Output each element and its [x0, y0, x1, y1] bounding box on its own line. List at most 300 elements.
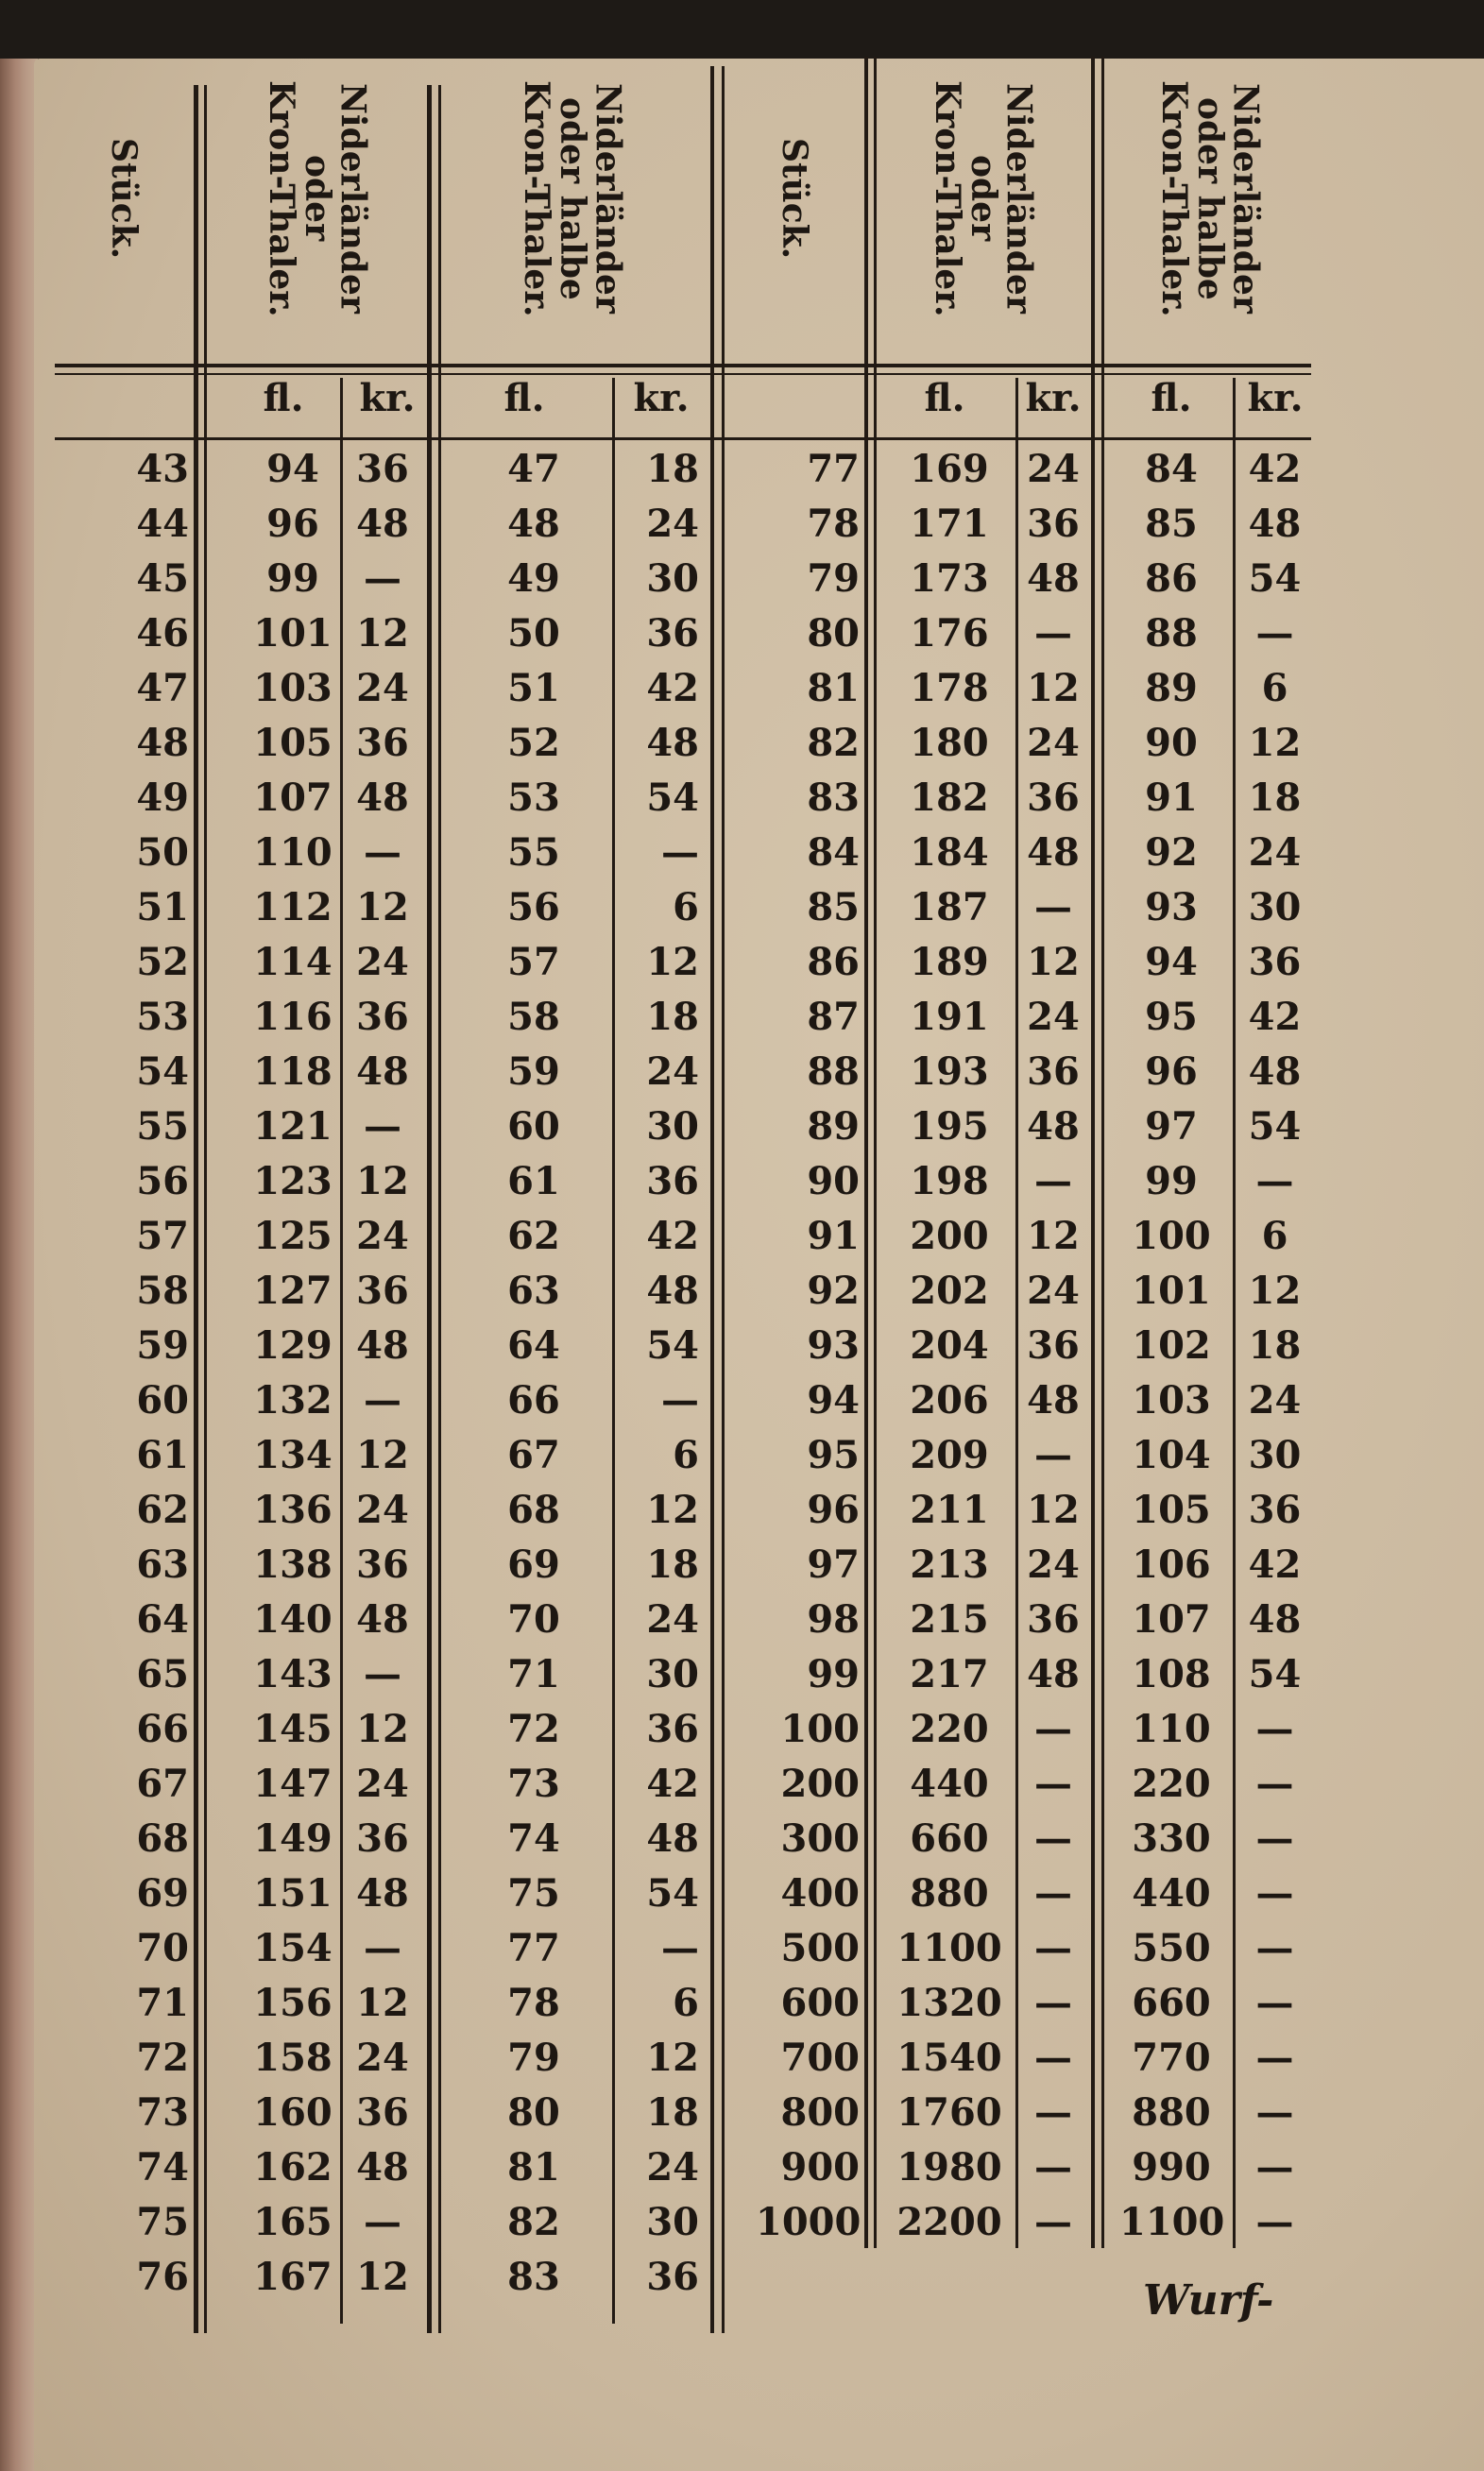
table-cell: 198 — [910, 1159, 989, 1203]
table-cell: 56 — [136, 1159, 189, 1203]
table-cell: 93 — [807, 1323, 860, 1368]
table-cell: 72 — [136, 2036, 189, 2080]
table-cell: 79 — [507, 2036, 560, 2080]
table-cell: 48 — [1248, 502, 1302, 546]
table-cell: 36 — [356, 721, 409, 765]
table-cell: 53 — [136, 995, 189, 1039]
table-cell: 52 — [136, 940, 189, 984]
table-cell: 300 — [780, 1816, 860, 1861]
table-cell: 176 — [910, 611, 989, 656]
table-cell: — — [1255, 2200, 1294, 2244]
table-cell: — — [1255, 1707, 1294, 1751]
table-cell: 99 — [1145, 1159, 1198, 1203]
table-cell: — — [1034, 611, 1072, 656]
table-cell: 70 — [136, 1926, 189, 1970]
table-cell: 700 — [780, 2036, 860, 2080]
table-cell: — — [1255, 1981, 1294, 2025]
table-cell: 103 — [253, 666, 333, 710]
table-cell: 89 — [807, 1104, 860, 1149]
unit-kr: kr. — [359, 376, 416, 420]
table-cell: 195 — [910, 1104, 989, 1149]
table-cell: 60 — [507, 1104, 560, 1149]
header-halbe-kron-thaler-left: Niderländer oder halbe Kron-Thaler. — [517, 79, 628, 317]
table-cell: 500 — [780, 1926, 860, 1970]
left-kron-kr-column — [345, 442, 420, 2305]
table-cell: 74 — [136, 2145, 189, 2190]
table-cell: 65 — [136, 1652, 189, 1696]
table-cell: — — [1034, 2145, 1072, 2190]
table-cell: 85 — [1145, 502, 1198, 546]
table-cell: 200 — [780, 1762, 860, 1806]
table-cell: 97 — [1145, 1104, 1198, 1149]
table-cell: 121 — [253, 1104, 333, 1149]
table-cell: 56 — [507, 885, 560, 929]
table-cell: — — [364, 1652, 401, 1696]
table-cell: 800 — [780, 2090, 860, 2135]
table-cell: 36 — [646, 611, 699, 656]
table-cell: 440 — [1132, 1871, 1211, 1916]
table-cell: — — [1034, 2200, 1072, 2244]
table-cell: — — [1034, 1926, 1072, 1970]
table-cell: 30 — [646, 1652, 699, 1696]
table-cell: 42 — [1248, 1542, 1302, 1587]
table-cell: 48 — [507, 502, 560, 546]
table-cell: 87 — [807, 995, 860, 1039]
table-cell: 69 — [136, 1871, 189, 1916]
table-cell: 36 — [356, 1542, 409, 1587]
table-cell: 12 — [646, 2036, 699, 2080]
table-cell: — — [1255, 1159, 1294, 1203]
table-cell: 96 — [266, 502, 319, 546]
table-cell: 36 — [1027, 1597, 1080, 1642]
table-cell: 660 — [1132, 1981, 1211, 2025]
table-cell: 45 — [136, 556, 189, 601]
catchword: Wurf- — [1143, 2276, 1274, 2325]
table-cell: 147 — [253, 1762, 333, 1806]
table-cell: 91 — [807, 1214, 860, 1258]
table-cell: 42 — [646, 666, 699, 710]
table-cell: 47 — [136, 666, 189, 710]
table-cell: 18 — [1248, 1323, 1302, 1368]
table-cell: 48 — [1027, 1652, 1080, 1696]
table-cell: 990 — [1132, 2145, 1211, 2190]
table-cell: 61 — [507, 1159, 560, 1203]
table-cell: 189 — [910, 940, 989, 984]
table-cell: — — [1034, 1981, 1072, 2025]
table-cell: 50 — [136, 830, 189, 875]
table-cell: 66 — [507, 1378, 560, 1423]
table-cell: — — [1255, 1816, 1294, 1861]
table-cell: 98 — [807, 1597, 860, 1642]
table-cell: 1540 — [896, 2036, 1002, 2080]
table-cell: 64 — [136, 1597, 189, 1642]
left-stueck-column — [132, 442, 189, 2305]
table-cell: 200 — [910, 1214, 989, 1258]
table-cell: 193 — [910, 1049, 989, 1094]
table-cell: 143 — [253, 1652, 333, 1696]
table-cell: 44 — [136, 502, 189, 546]
table-cell: 99 — [807, 1652, 860, 1696]
table-cell: 211 — [910, 1488, 989, 1532]
table-cell: 167 — [253, 2255, 333, 2299]
table-cell: 24 — [1027, 721, 1080, 765]
table-cell: 184 — [910, 830, 989, 875]
table-cell: 1100 — [1119, 2200, 1225, 2244]
table-cell: 12 — [1027, 1214, 1080, 1258]
right-halbe-fl-column — [1119, 442, 1223, 2250]
table-cell: 36 — [1027, 502, 1080, 546]
table-cell: 83 — [507, 2255, 560, 2299]
table-cell: 24 — [356, 666, 409, 710]
table-cell: 112 — [253, 885, 333, 929]
header-stueck-right: Stück. — [774, 137, 814, 260]
table-cell: 63 — [136, 1542, 189, 1587]
table-cell: 145 — [253, 1707, 333, 1751]
table-cell: 94 — [266, 447, 319, 491]
table-cell: 54 — [1248, 1652, 1302, 1696]
table-cell: 104 — [1132, 1433, 1211, 1477]
rule — [722, 66, 725, 2333]
table-cell: 12 — [1248, 1269, 1302, 1313]
table-cell: 24 — [356, 1488, 409, 1532]
table-cell: 50 — [507, 611, 560, 656]
table-cell: 68 — [136, 1816, 189, 1861]
table-cell: 400 — [780, 1871, 860, 1916]
table-cell: 160 — [253, 2090, 333, 2135]
table-cell: 96 — [1145, 1049, 1198, 1094]
table-cell: 125 — [253, 1214, 333, 1258]
table-cell: 36 — [646, 2255, 699, 2299]
table-cell: 36 — [1027, 1323, 1080, 1368]
table-cell: 440 — [910, 1762, 989, 1806]
table-cell: 48 — [646, 1816, 699, 1861]
table-cell: 18 — [646, 995, 699, 1039]
table-cell: — — [1255, 2036, 1294, 2080]
rule — [612, 378, 615, 2324]
table-cell: — — [364, 1926, 401, 1970]
table-cell: 162 — [253, 2145, 333, 2190]
table-cell: 73 — [136, 2090, 189, 2135]
table-cell: — — [1034, 1762, 1072, 1806]
table-cell: 6 — [673, 885, 699, 929]
table-cell: 24 — [646, 502, 699, 546]
table-cell: 54 — [646, 1323, 699, 1368]
unit-kr: kr. — [1247, 376, 1304, 420]
table-cell: 24 — [356, 1214, 409, 1258]
table-cell: — — [364, 1104, 401, 1149]
table-cell: 30 — [1248, 1433, 1302, 1477]
table-cell: 48 — [136, 721, 189, 765]
table-cell: 18 — [646, 1542, 699, 1587]
table-cell: 110 — [253, 830, 333, 875]
table-cell: 101 — [1132, 1269, 1211, 1313]
table-cell: 30 — [646, 556, 699, 601]
table-cell: — — [364, 2200, 401, 2244]
table-cell: 54 — [646, 1871, 699, 1916]
table-cell: 48 — [356, 1597, 409, 1642]
table-cell: 92 — [1145, 830, 1198, 875]
table-cell: 48 — [356, 1323, 409, 1368]
table-cell: 24 — [1027, 1542, 1080, 1587]
table-cell: 36 — [1027, 1049, 1080, 1094]
table-cell: 24 — [646, 2145, 699, 2190]
table-cell: 48 — [356, 775, 409, 820]
table-cell: 171 — [910, 502, 989, 546]
table-cell: 54 — [1248, 556, 1302, 601]
table-cell: 81 — [807, 666, 860, 710]
table-cell: 48 — [646, 721, 699, 765]
table-cell: 215 — [910, 1597, 989, 1642]
rule — [427, 85, 432, 2333]
table-cell: 6 — [1261, 1214, 1288, 1258]
table-cell: — — [1034, 1159, 1072, 1203]
table-cell: 660 — [910, 1816, 989, 1861]
table-cell: 900 — [780, 2145, 860, 2190]
table-cell: 140 — [253, 1597, 333, 1642]
table-cell: 48 — [1027, 1104, 1080, 1149]
table-cell: 76 — [136, 2255, 189, 2299]
table-cell: — — [364, 830, 401, 875]
table-cell: 169 — [910, 447, 989, 491]
table-cell: 600 — [780, 1981, 860, 2025]
table-cell: — — [1255, 611, 1294, 656]
table-cell: 88 — [1145, 611, 1198, 656]
table-cell: 191 — [910, 995, 989, 1039]
table-cell: 74 — [507, 1816, 560, 1861]
table-cell: 18 — [646, 2090, 699, 2135]
table-cell: 217 — [910, 1652, 989, 1696]
table-cell: 49 — [136, 775, 189, 820]
table-cell: 48 — [356, 502, 409, 546]
table-cell: 550 — [1132, 1926, 1211, 1970]
table-cell: 178 — [910, 666, 989, 710]
page-edge — [0, 59, 38, 2471]
table-cell: 770 — [1132, 2036, 1211, 2080]
table-cell: 151 — [253, 1871, 333, 1916]
table-cell: 82 — [807, 721, 860, 765]
table-cell: 49 — [507, 556, 560, 601]
table-cell: — — [661, 830, 699, 875]
table-cell: 12 — [1027, 666, 1080, 710]
table-cell: 54 — [646, 775, 699, 820]
table-cell: 48 — [1248, 1049, 1302, 1094]
table-cell: 63 — [507, 1269, 560, 1313]
table-cell: 12 — [356, 1159, 409, 1203]
table-cell: 42 — [1248, 995, 1302, 1039]
table-cell: 77 — [507, 1926, 560, 1970]
table-cell: 220 — [1132, 1762, 1211, 1806]
table-cell: 6 — [673, 1433, 699, 1477]
table-cell: 57 — [507, 940, 560, 984]
table-cell: 99 — [266, 556, 319, 601]
table-cell: 36 — [356, 2090, 409, 2135]
table-cell: 64 — [507, 1323, 560, 1368]
rule — [864, 57, 868, 2248]
table-cell: 1100 — [896, 1926, 1002, 1970]
table-cell: 24 — [646, 1597, 699, 1642]
table-cell: 62 — [507, 1214, 560, 1258]
table-cell: 24 — [1027, 995, 1080, 1039]
table-cell: 12 — [646, 1488, 699, 1532]
table-cell: 89 — [1145, 666, 1198, 710]
table-cell: 220 — [910, 1707, 989, 1751]
left-halbe-fl-column — [491, 442, 576, 2305]
table-cell: 86 — [1145, 556, 1198, 601]
table-cell: — — [1255, 2090, 1294, 2135]
table-cell: 1000 — [756, 2200, 861, 2244]
table-cell: 107 — [1132, 1597, 1211, 1642]
table-cell: 36 — [646, 1159, 699, 1203]
table-cell: 71 — [507, 1652, 560, 1696]
table-cell: 96 — [807, 1488, 860, 1532]
table-cell: — — [1255, 1926, 1294, 1970]
table-cell: 12 — [1027, 1488, 1080, 1532]
table-cell: 97 — [807, 1542, 860, 1587]
table-cell: 73 — [507, 1762, 560, 1806]
table-cell: 48 — [356, 1049, 409, 1094]
table-cell: 24 — [1027, 447, 1080, 491]
table-cell: 92 — [807, 1269, 860, 1313]
unit-fl: fl. — [503, 376, 545, 420]
table-cell: 95 — [1145, 995, 1198, 1039]
table-cell: 42 — [1248, 447, 1302, 491]
table-cell: 30 — [646, 2200, 699, 2244]
table-cell: 36 — [1027, 775, 1080, 820]
table-cell: 59 — [507, 1049, 560, 1094]
table-cell: 86 — [807, 940, 860, 984]
table-cell: 105 — [1132, 1488, 1211, 1532]
left-kron-fl-column — [246, 442, 340, 2305]
table-cell: 30 — [1248, 885, 1302, 929]
table-cell: 12 — [356, 1433, 409, 1477]
table-cell: 138 — [253, 1542, 333, 1587]
table-cell: — — [1034, 1433, 1072, 1477]
table-cell: 43 — [136, 447, 189, 491]
table-cell: 12 — [356, 1707, 409, 1751]
table-cell: — — [364, 1378, 401, 1423]
table-cell: 24 — [356, 2036, 409, 2080]
table-cell: 187 — [910, 885, 989, 929]
table-cell: 90 — [1145, 721, 1198, 765]
table-cell: 156 — [253, 1981, 333, 2025]
table-cell: 123 — [253, 1159, 333, 1203]
header-kron-thaler-right: Niderländer oder Kron-Thaler. — [928, 79, 1039, 317]
rule — [874, 57, 877, 2248]
table-cell: 12 — [356, 1981, 409, 2025]
rule — [55, 364, 1311, 367]
table-cell: 136 — [253, 1488, 333, 1532]
table-cell: 69 — [507, 1542, 560, 1587]
unit-fl: fl. — [924, 376, 965, 420]
table-cell: 51 — [136, 885, 189, 929]
table-cell: — — [364, 556, 401, 601]
table-cell: 78 — [507, 1981, 560, 2025]
table-cell: 71 — [136, 1981, 189, 2025]
right-kron-kr-column — [1020, 442, 1086, 2250]
table-cell: 53 — [507, 775, 560, 820]
table-cell: 78 — [807, 502, 860, 546]
table-cell: 36 — [1248, 940, 1302, 984]
table-cell: 165 — [253, 2200, 333, 2244]
table-cell: 72 — [507, 1707, 560, 1751]
table-cell: 90 — [807, 1159, 860, 1203]
rule — [55, 373, 1311, 375]
table-cell: 61 — [136, 1433, 189, 1477]
table-cell: 48 — [356, 1871, 409, 1916]
right-halbe-kr-column — [1239, 442, 1310, 2250]
table-cell: 102 — [1132, 1323, 1211, 1368]
rule — [340, 378, 343, 2324]
unit-kr: kr. — [1025, 376, 1082, 420]
table-cell: 1320 — [896, 1981, 1002, 2025]
rule — [1233, 378, 1236, 2248]
table-cell: 57 — [136, 1214, 189, 1258]
table-cell: 12 — [356, 885, 409, 929]
table-cell: 36 — [356, 995, 409, 1039]
table-cell: — — [1034, 2090, 1072, 2135]
table-cell: 180 — [910, 721, 989, 765]
table-cell: 48 — [646, 1269, 699, 1313]
table-cell: 114 — [253, 940, 333, 984]
table-cell: 330 — [1132, 1816, 1211, 1861]
table-cell: — — [1255, 1762, 1294, 1806]
table-cell: 36 — [356, 1816, 409, 1861]
table-cell: 209 — [910, 1433, 989, 1477]
table-cell: 42 — [646, 1214, 699, 1258]
table-cell: 67 — [507, 1433, 560, 1477]
table-cell: 80 — [807, 611, 860, 656]
right-stueck-column — [756, 442, 860, 2250]
table-cell: 58 — [136, 1269, 189, 1313]
table-cell: 182 — [910, 775, 989, 820]
table-cell: 48 — [1248, 1597, 1302, 1642]
table-cell: 2200 — [896, 2200, 1002, 2244]
table-cell: — — [661, 1378, 699, 1423]
table-cell: 51 — [507, 666, 560, 710]
rule — [1015, 378, 1018, 2248]
rule — [55, 437, 1311, 440]
table-cell: 42 — [646, 1762, 699, 1806]
table-cell: 204 — [910, 1323, 989, 1368]
header-stueck-left: Stück. — [103, 137, 144, 260]
table-cell: 66 — [136, 1707, 189, 1751]
table-cell: 24 — [356, 1762, 409, 1806]
table-cell: — — [1034, 1816, 1072, 1861]
table-cell: 79 — [807, 556, 860, 601]
right-kron-fl-column — [893, 442, 1006, 2250]
table-cell: 132 — [253, 1378, 333, 1423]
table-cell: 880 — [1132, 2090, 1211, 2135]
table-cell: 83 — [807, 775, 860, 820]
table-cell: 116 — [253, 995, 333, 1039]
table-cell: 158 — [253, 2036, 333, 2080]
table-cell: 1760 — [896, 2090, 1002, 2135]
table-cell: 173 — [910, 556, 989, 601]
table-cell: 30 — [646, 1104, 699, 1149]
table-cell: 154 — [253, 1926, 333, 1970]
table-cell: 36 — [1248, 1488, 1302, 1532]
table-cell: 110 — [1132, 1707, 1211, 1751]
table-cell: 48 — [1027, 830, 1080, 875]
table-cell: 213 — [910, 1542, 989, 1587]
table-cell: 70 — [507, 1597, 560, 1642]
table-cell: 18 — [1248, 775, 1302, 820]
table-cell: — — [1034, 885, 1072, 929]
table-cell: 85 — [807, 885, 860, 929]
table-cell: 118 — [253, 1049, 333, 1094]
table-cell: 12 — [356, 611, 409, 656]
header-halbe-kron-thaler-right: Niderländer oder halbe Kron-Thaler. — [1154, 79, 1266, 317]
